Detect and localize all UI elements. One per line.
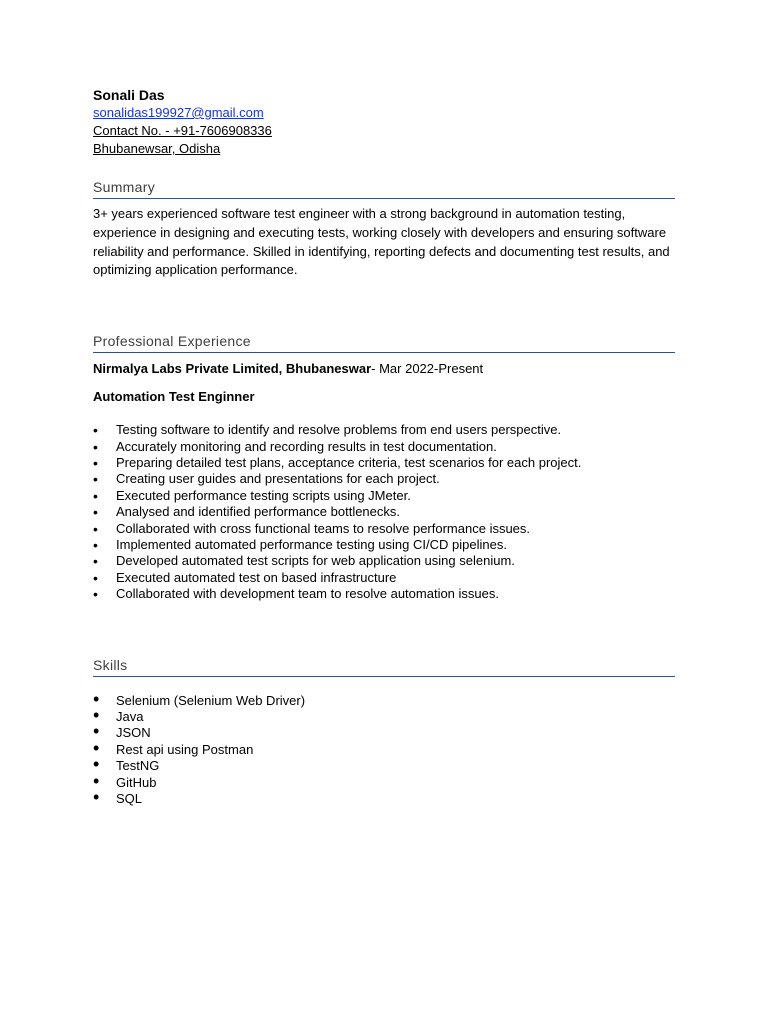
list-item: • Preparing detailed test plans, acceptance criteria, test scenarios for each project. bbox=[93, 455, 675, 471]
list-item: • TestNG bbox=[93, 758, 675, 774]
company-name: Nirmalya Labs Private Limited, Bhubaneswar bbox=[93, 361, 372, 377]
experience-section bbox=[93, 332, 675, 602]
job-title: Automation Test Enginner bbox=[93, 389, 255, 405]
list-item: • Developed automated test scripts for web application using selenium. bbox=[93, 553, 675, 569]
list-item: • Accurately monitoring and recording results in test documentation. bbox=[93, 439, 675, 455]
list-item: • Analysed and identified performance bottlenecks. bbox=[93, 504, 675, 520]
list-item: • Testing software to identify and resolve problems from end users perspective. bbox=[93, 422, 675, 438]
employment-period: - Mar 2022-Present bbox=[371, 361, 484, 377]
email-link[interactable]: sonalidas199927@gmail.com bbox=[93, 105, 264, 120]
list-item: • SQL bbox=[93, 791, 675, 807]
list-item: • Implemented automated performance testing using CI/CD pipelines. bbox=[93, 537, 675, 553]
list-item: • Executed automated test on based infrastructure bbox=[93, 570, 675, 586]
list-item: • Executed performance testing scripts using JMeter. bbox=[93, 488, 675, 504]
experience-bullets bbox=[93, 422, 675, 602]
list-item: • Java bbox=[93, 709, 675, 725]
list-item: • JSON bbox=[93, 725, 675, 741]
skills-list bbox=[93, 693, 675, 808]
list-item: • Creating user guides and presentations for each project. bbox=[93, 471, 675, 487]
list-item: • Collaborated with cross functional teams to resolve performance issues. bbox=[93, 521, 675, 537]
summary-heading: Summary bbox=[93, 178, 675, 199]
contact-number: Contact No. - +91-7606908336 bbox=[93, 123, 272, 138]
experience-heading: Professional Experience bbox=[93, 332, 675, 353]
list-item: • Rest api using Postman bbox=[93, 742, 675, 758]
location: Bhubanewsar, Odisha bbox=[93, 141, 221, 156]
skills-heading: Skills bbox=[93, 656, 675, 677]
company-line bbox=[93, 360, 675, 378]
candidate-name: Sonali Das bbox=[93, 87, 165, 103]
resume-header bbox=[93, 86, 675, 158]
list-item: • GitHub bbox=[93, 775, 675, 791]
list-item: • Collaborated with development team to resolve automation issues. bbox=[93, 586, 675, 602]
skills-section bbox=[93, 656, 675, 808]
summary-text: 3+ years experienced software test engineer with a strong background in automation testing, experience in designing and executing tests, working closely with developers and ensuring software reliability and performance. Skilled in identifying, reporting defects and documenting test results, and optimizing application performance. bbox=[93, 206, 670, 278]
list-item: • Selenium (Selenium Web Driver) bbox=[93, 693, 675, 709]
email-line bbox=[93, 104, 675, 122]
summary-section bbox=[93, 178, 675, 280]
resume-page bbox=[93, 86, 675, 808]
